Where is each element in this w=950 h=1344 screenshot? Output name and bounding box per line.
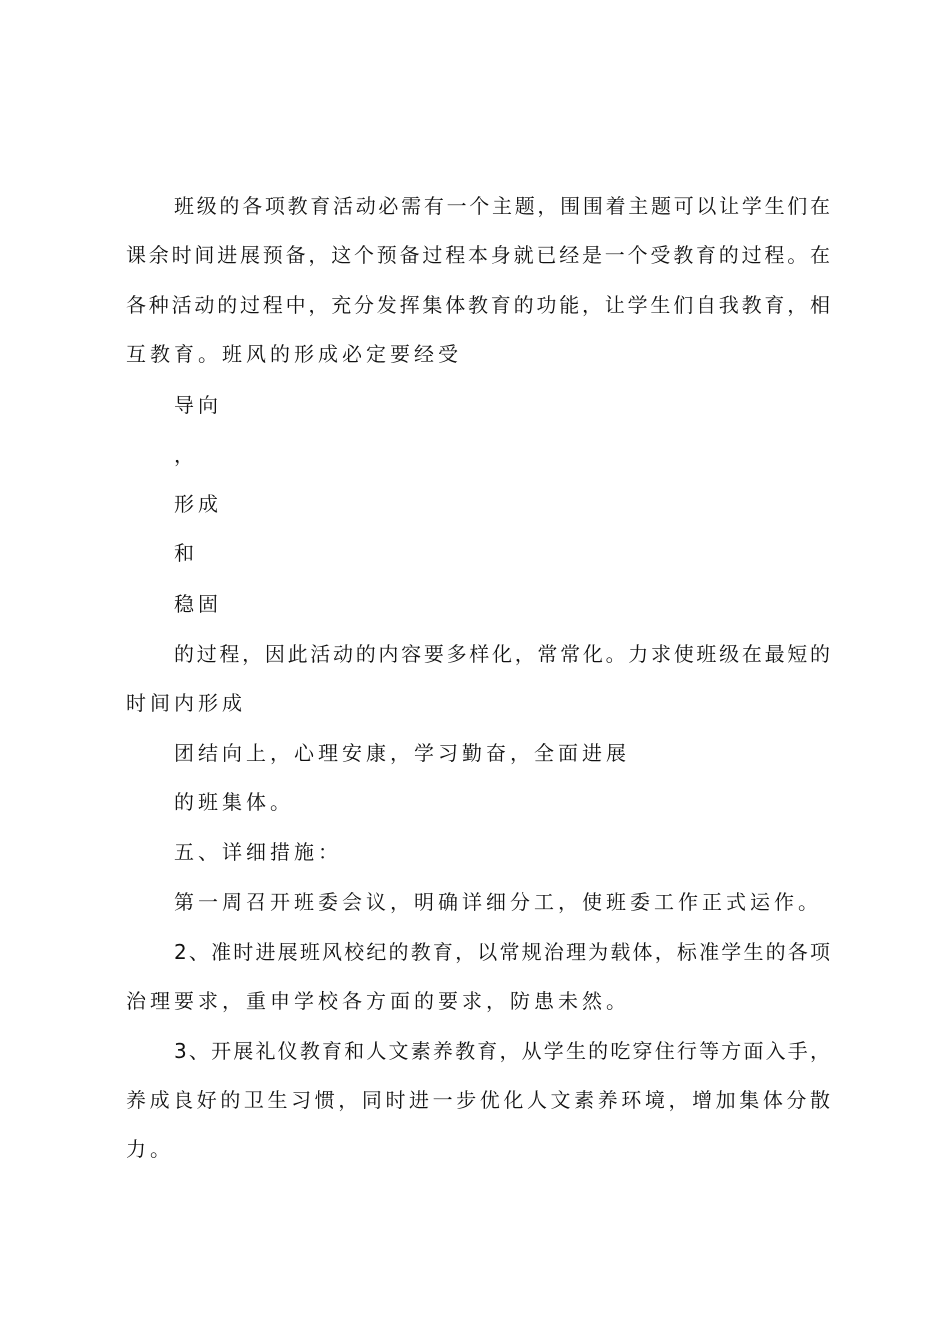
- measure-2-line-2: 治理要求，重申学校各方面的要求，防患未然。: [126, 989, 630, 1013]
- paragraph-2-line-1: 的过程，因此活动的内容要多样化，常常化。力求使班级在最短的: [174, 642, 830, 666]
- fragment-consolidation: 稳固: [174, 592, 222, 616]
- fragment-class-collective: 的班集体。: [174, 790, 294, 814]
- measure-3-line-3: 力。: [126, 1137, 174, 1161]
- section-heading-measures: 五、详细措施：: [174, 840, 342, 864]
- measure-1: 第一周召开班委会议，明确详细分工，使班委工作正式运作。: [174, 890, 822, 914]
- paragraph-2-line-2: 时间内形成: [126, 691, 246, 715]
- paragraph-1-line-4: 互教育。班风的形成必定要经受: [126, 342, 462, 366]
- paragraph-1-line-1: 班级的各项教育活动必需有一个主题，围围着主题可以让学生们在: [174, 194, 830, 218]
- fragment-class-goals: 团结向上，心理安康，学习勤奋，全面进展: [174, 741, 630, 765]
- paragraph-1-line-2: 课余时间进展预备，这个预备过程本身就已经是一个受教育的过程。在: [126, 243, 830, 267]
- fragment-comma: ，: [174, 443, 198, 467]
- fragment-and: 和: [174, 541, 198, 565]
- paragraph-1-line-3: 各种活动的过程中，充分发挥集体教育的功能，让学生们自我教育，相: [126, 293, 830, 317]
- measure-2-line-1: 2、准时进展班风校纪的教育，以常规治理为载体，标准学生的各项: [174, 940, 830, 964]
- measure-3-line-2: 养成良好的卫生习惯，同时进一步优化人文素养环境，增加集体分散: [126, 1088, 830, 1112]
- measure-3-line-1: 3、开展礼仪教育和人文素养教育，从学生的吃穿住行等方面入手，: [174, 1039, 830, 1063]
- fragment-guidance: 导向: [174, 393, 222, 417]
- fragment-formation: 形成: [174, 492, 222, 516]
